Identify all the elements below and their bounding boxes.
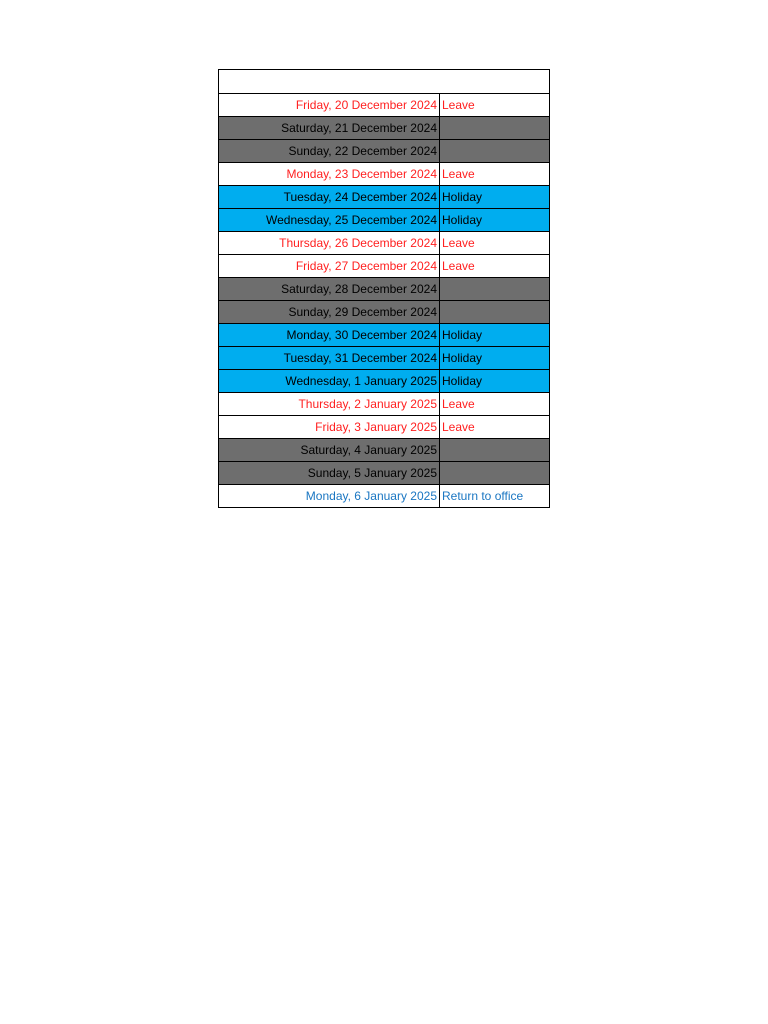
date-cell[interactable]: Saturday, 28 December 2024	[219, 278, 440, 301]
schedule-row	[219, 186, 550, 209]
schedule-row	[219, 117, 550, 140]
schedule-row	[219, 301, 550, 324]
schedule-row	[219, 370, 550, 393]
status-cell[interactable]: Holiday	[440, 186, 550, 209]
status-cell[interactable]: Leave	[440, 416, 550, 439]
status-cell[interactable]: Leave	[440, 255, 550, 278]
date-cell[interactable]: Saturday, 21 December 2024	[219, 117, 440, 140]
date-cell[interactable]: Sunday, 29 December 2024	[219, 301, 440, 324]
status-cell[interactable]	[440, 301, 550, 324]
schedule-row	[219, 209, 550, 232]
status-cell[interactable]	[440, 278, 550, 301]
date-cell[interactable]: Thursday, 26 December 2024	[219, 232, 440, 255]
date-cell[interactable]: Sunday, 5 January 2025	[219, 462, 440, 485]
date-cell[interactable]: Friday, 3 January 2025	[219, 416, 440, 439]
date-cell[interactable]: Wednesday, 25 December 2024	[219, 209, 440, 232]
status-cell[interactable]: Return to office	[440, 485, 550, 508]
leave-schedule-table	[218, 69, 550, 508]
schedule-row	[219, 163, 550, 186]
schedule-row	[219, 324, 550, 347]
status-cell[interactable]: Holiday	[440, 324, 550, 347]
date-cell[interactable]: Wednesday, 1 January 2025	[219, 370, 440, 393]
schedule-row	[219, 278, 550, 301]
status-cell[interactable]	[440, 140, 550, 163]
date-cell[interactable]: Friday, 20 December 2024	[219, 94, 440, 117]
schedule-row	[219, 140, 550, 163]
status-cell[interactable]: Holiday	[440, 370, 550, 393]
schedule-row	[219, 94, 550, 117]
date-cell[interactable]: Monday, 23 December 2024	[219, 163, 440, 186]
header-cell[interactable]	[219, 70, 550, 94]
schedule-row	[219, 416, 550, 439]
date-cell[interactable]: Monday, 30 December 2024	[219, 324, 440, 347]
date-cell[interactable]: Thursday, 2 January 2025	[219, 393, 440, 416]
schedule-row	[219, 347, 550, 370]
schedule-body	[219, 70, 550, 508]
status-cell[interactable]: Holiday	[440, 347, 550, 370]
schedule-row	[219, 462, 550, 485]
status-cell[interactable]: Holiday	[440, 209, 550, 232]
date-cell[interactable]: Friday, 27 December 2024	[219, 255, 440, 278]
date-cell[interactable]: Sunday, 22 December 2024	[219, 140, 440, 163]
status-cell[interactable]	[440, 117, 550, 140]
status-cell[interactable]	[440, 462, 550, 485]
date-cell[interactable]: Saturday, 4 January 2025	[219, 439, 440, 462]
status-cell[interactable]: Leave	[440, 94, 550, 117]
status-cell[interactable]: Leave	[440, 163, 550, 186]
date-cell[interactable]: Tuesday, 31 December 2024	[219, 347, 440, 370]
schedule-row	[219, 255, 550, 278]
status-cell[interactable]: Leave	[440, 232, 550, 255]
header-row	[219, 70, 550, 94]
schedule-row	[219, 439, 550, 462]
date-cell[interactable]: Monday, 6 January 2025	[219, 485, 440, 508]
date-cell[interactable]: Tuesday, 24 December 2024	[219, 186, 440, 209]
status-cell[interactable]	[440, 439, 550, 462]
schedule-row	[219, 485, 550, 508]
schedule-row	[219, 232, 550, 255]
status-cell[interactable]: Leave	[440, 393, 550, 416]
schedule-row	[219, 393, 550, 416]
